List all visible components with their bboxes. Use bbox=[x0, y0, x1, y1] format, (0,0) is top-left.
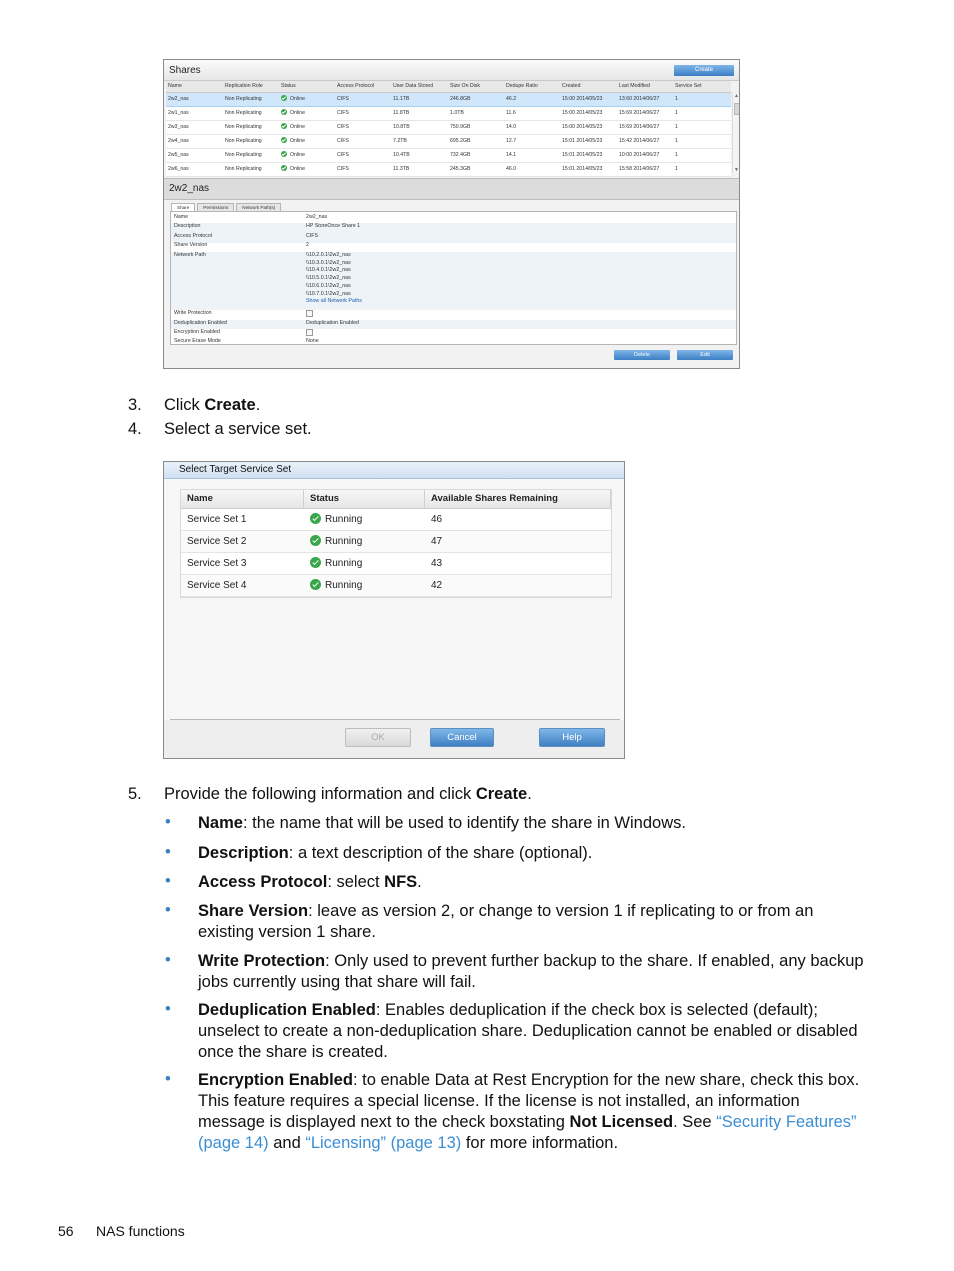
column-header[interactable]: Last Modified bbox=[619, 83, 650, 89]
table-cell: CIFS bbox=[337, 124, 349, 130]
show-all-paths-link[interactable]: Show all Network Paths bbox=[306, 298, 362, 305]
bullet-icon: • bbox=[165, 901, 171, 919]
table-cell: 47 bbox=[431, 536, 443, 547]
status-running-icon bbox=[310, 579, 321, 590]
table-cell: 43 bbox=[431, 558, 443, 569]
table-cell: Non Replicating bbox=[225, 138, 262, 144]
column-header-available[interactable]: Available Shares Remaining bbox=[425, 490, 611, 508]
table-cell: 46.2 bbox=[506, 96, 517, 102]
column-header-status[interactable]: Status bbox=[304, 490, 425, 508]
table-cell: Running bbox=[304, 553, 425, 574]
table-cell: Online bbox=[279, 107, 335, 120]
table-cell: 11.6 bbox=[506, 110, 516, 116]
column-header[interactable]: Status bbox=[281, 83, 296, 89]
shares-table-body bbox=[166, 93, 731, 177]
bullet-icon: • bbox=[165, 951, 171, 969]
service-set-table bbox=[180, 489, 612, 598]
scroll-down-icon[interactable]: ▼ bbox=[734, 167, 739, 173]
table-cell: 750.9GB bbox=[450, 124, 471, 130]
bullet-access-protocol: Access Protocol: select NFS. bbox=[198, 873, 422, 891]
shares-table-header bbox=[166, 81, 731, 93]
ok-button[interactable]: OK bbox=[345, 728, 411, 747]
bullet-name: Name: the name that will be used to identify the share in Windows. bbox=[198, 814, 686, 832]
table-cell: 46.0 bbox=[506, 166, 517, 172]
table-cell: Online bbox=[279, 163, 335, 176]
bullet-deduplication: Deduplication Enabled: Enables deduplication if the check box is selected (default); unselect to create a non-deduplication share. Deduplication cannot be enabled or disabled once the share is created. bbox=[198, 1001, 858, 1061]
column-header[interactable]: Replication Role bbox=[225, 83, 263, 89]
scroll-up-icon[interactable]: ▲ bbox=[734, 93, 739, 99]
table-row[interactable] bbox=[166, 163, 731, 177]
table-cell: Online bbox=[279, 93, 335, 106]
table-cell: Running bbox=[304, 575, 425, 596]
shares-table bbox=[166, 81, 731, 177]
table-cell: 695.2GB bbox=[450, 138, 471, 144]
table-row[interactable] bbox=[181, 509, 611, 531]
table-cell: 2w4_nas bbox=[168, 138, 189, 144]
table-cell: CIFS bbox=[337, 96, 349, 102]
column-header[interactable]: Access Protocol bbox=[337, 83, 375, 89]
column-header[interactable]: Dedupe Ratio bbox=[506, 83, 538, 89]
table-cell: 15:01 2014/05/23 bbox=[562, 166, 603, 172]
bullet-description: Description: a text description of the share (optional). bbox=[198, 844, 593, 862]
column-header[interactable]: User Data Stored bbox=[393, 83, 434, 89]
status-ok-icon bbox=[281, 137, 287, 143]
table-cell: 14.1 bbox=[506, 152, 517, 158]
column-header[interactable]: Service Set bbox=[675, 83, 702, 89]
table-cell: 2w3_nas bbox=[168, 124, 189, 130]
table-cell: 1.0TB bbox=[450, 110, 464, 116]
table-row[interactable] bbox=[166, 121, 731, 135]
table-cell: 245.3GB bbox=[450, 166, 471, 172]
tab-permissions[interactable]: Permissions bbox=[197, 203, 234, 212]
table-cell: CIFS bbox=[337, 166, 349, 172]
status-running-icon bbox=[310, 535, 321, 546]
table-cell: 1 bbox=[675, 110, 678, 116]
licensing-link[interactable]: “Licensing” (page 13) bbox=[305, 1134, 462, 1152]
table-cell: 1 bbox=[675, 166, 678, 172]
cancel-button[interactable]: Cancel bbox=[430, 728, 494, 747]
service-set-header bbox=[181, 490, 611, 509]
shares-header-bar bbox=[164, 60, 739, 81]
network-path-item: \\10.7.0.1\2w2_nas bbox=[306, 290, 351, 297]
status-ok-icon bbox=[281, 109, 287, 115]
detail-title: 2w2_nas bbox=[169, 183, 210, 194]
help-button[interactable]: Help bbox=[539, 728, 605, 747]
table-cell: Service Set 3 bbox=[187, 558, 247, 569]
table-cell: 10.4TB bbox=[393, 152, 410, 158]
table-cell: Online bbox=[279, 135, 335, 148]
share-properties: Name 2w2_nas Description HP StoreOnce Share 1 Access Protocol CIFS Share Version 2 Network Path \\10.2.0.1\2w2_nas \\10.3.0.1\2w2_nas \\10.4.0.1\2w2_nas \\10.5.0.1\2w2_nas \\10.6.0.1\2w2_nas \\10.7.0.1\2w2_nas Show all Network Paths Write Protection Deduplication Enabled Deduplication Enabled Encryption Enabled Secure Erase Mode None bbox=[170, 211, 737, 345]
status-running-icon bbox=[310, 557, 321, 568]
scroll-thumb[interactable] bbox=[734, 103, 740, 115]
network-path-item: \\10.5.0.1\2w2_nas bbox=[306, 275, 351, 282]
table-cell: 2w1_nas bbox=[168, 110, 189, 116]
table-cell: CIFS bbox=[337, 152, 349, 158]
status-ok-icon bbox=[281, 151, 287, 157]
page-number: 56 bbox=[58, 1223, 74, 1239]
tab-network-paths[interactable]: Network Path(s) bbox=[236, 203, 281, 212]
shares-title: Shares bbox=[169, 65, 201, 76]
table-cell: 15:01 2014/05/23 bbox=[562, 152, 603, 158]
table-cell: 732.4GB bbox=[450, 152, 471, 158]
edit-button[interactable]: Edit bbox=[677, 350, 733, 360]
table-cell: 15:00 2014/05/23 bbox=[562, 110, 603, 116]
table-cell: 2w2_nas bbox=[168, 96, 189, 102]
table-cell: 15:00 2014/05/23 bbox=[562, 96, 603, 102]
table-cell: 15:00 2014/05/23 bbox=[562, 124, 603, 130]
bullet-write-protection: Write Protection: Only used to prevent further backup to the share. If enabled, any backup jobs currently using that share will fail. bbox=[198, 952, 864, 991]
column-header-name[interactable]: Name bbox=[181, 490, 304, 508]
table-cell: Non Replicating bbox=[225, 152, 262, 158]
dialog-title-bar bbox=[164, 462, 624, 479]
column-header[interactable]: Created bbox=[562, 83, 581, 89]
table-cell: 1 bbox=[675, 124, 678, 130]
encryption-checkbox[interactable] bbox=[306, 329, 313, 336]
shares-scrollbar[interactable] bbox=[732, 93, 740, 173]
table-row[interactable] bbox=[166, 135, 731, 149]
network-path-item: \\10.2.0.1\2w2_nas bbox=[306, 252, 351, 258]
bullet-icon: • bbox=[165, 843, 171, 861]
network-path-item: \\10.6.0.1\2w2_nas bbox=[306, 282, 351, 289]
table-cell: 15:58 2014/06/27 bbox=[619, 166, 660, 172]
bullet-icon: • bbox=[165, 813, 171, 831]
table-cell: Non Replicating bbox=[225, 166, 262, 172]
table-row[interactable] bbox=[181, 575, 611, 597]
table-row[interactable] bbox=[181, 531, 611, 553]
table-row[interactable] bbox=[166, 107, 731, 121]
bullet-icon: • bbox=[165, 872, 171, 890]
security-features-link[interactable]: “Security Features” (page 14) bbox=[198, 1113, 857, 1152]
table-cell: Online bbox=[279, 149, 335, 162]
section-title: NAS functions bbox=[96, 1223, 185, 1239]
shares-screenshot bbox=[163, 59, 740, 369]
bullet-icon: • bbox=[165, 1000, 171, 1018]
bullet-icon: • bbox=[165, 1070, 171, 1088]
table-cell: 15:69 2014/06/27 bbox=[619, 124, 660, 130]
table-cell: CIFS bbox=[337, 138, 349, 144]
table-cell: 10.8TB bbox=[393, 124, 410, 130]
create-button[interactable]: Create bbox=[674, 65, 734, 76]
table-cell: 46 bbox=[431, 514, 443, 525]
table-cell: Non Replicating bbox=[225, 110, 262, 116]
write-protection-checkbox[interactable] bbox=[306, 310, 313, 317]
table-cell: 1 bbox=[675, 152, 678, 158]
table-cell: Service Set 2 bbox=[187, 536, 247, 547]
status-ok-icon bbox=[281, 123, 287, 129]
column-header[interactable]: Size On Disk bbox=[450, 83, 480, 89]
table-cell: 13:60 2014/06/27 bbox=[619, 96, 660, 102]
table-row[interactable] bbox=[166, 93, 731, 107]
dialog-title: Select Target Service Set bbox=[179, 464, 292, 475]
bullet-share-version: Share Version: leave as version 2, or change to version 1 if replicating to or from an existing version 1 share. bbox=[198, 902, 814, 941]
table-row[interactable] bbox=[181, 553, 611, 575]
table-cell: 14.0 bbox=[506, 124, 517, 130]
table-cell: Service Set 4 bbox=[187, 580, 247, 591]
table-cell: 11.8TB bbox=[393, 110, 410, 116]
network-path-item: \\10.4.0.1\2w2_nas bbox=[306, 267, 351, 274]
table-cell: 1 bbox=[675, 138, 678, 144]
table-cell: Online bbox=[279, 121, 335, 134]
table-cell: 11.3TB bbox=[393, 166, 410, 172]
status-running-icon bbox=[310, 513, 321, 524]
table-cell: 2w5_nas bbox=[168, 152, 189, 158]
network-path-item: \\10.3.0.1\2w2_nas bbox=[306, 259, 351, 266]
table-cell: 15:01 2014/05/23 bbox=[562, 138, 603, 144]
table-cell: 10:00 2014/06/27 bbox=[619, 152, 660, 158]
delete-button[interactable]: Delete bbox=[614, 350, 670, 360]
table-cell: 42 bbox=[431, 580, 443, 591]
table-cell: 12.7 bbox=[506, 138, 517, 144]
table-cell: 7.2TB bbox=[393, 138, 407, 144]
table-cell: Service Set 1 bbox=[187, 514, 247, 525]
table-cell: Running bbox=[304, 531, 425, 552]
table-cell: 11.1TB bbox=[393, 96, 410, 102]
table-row[interactable] bbox=[166, 149, 731, 163]
table-cell: 15:69 2014/06/27 bbox=[619, 110, 660, 116]
table-cell: 1 bbox=[675, 96, 678, 102]
table-cell: 2w6_nas bbox=[168, 166, 189, 172]
status-ok-icon bbox=[281, 165, 287, 171]
tab-share[interactable]: Share bbox=[171, 203, 195, 212]
table-cell: Running bbox=[304, 509, 425, 530]
table-cell: Non Replicating bbox=[225, 96, 262, 102]
service-set-body bbox=[181, 509, 611, 597]
detail-header-bar bbox=[164, 178, 739, 200]
bullet-encryption: Encryption Enabled: to enable Data at Rest Encryption for the new share, check this box. This feature requires a special license. If the license is not installed, an information message is displayed next to the check boxstating Not Licensed. See “Security Features” (page 14) and “Licensing” (page 13) for more information. bbox=[198, 1071, 860, 1152]
table-cell: 246.8GB bbox=[450, 96, 471, 102]
table-cell: 15:42 2014/06/27 bbox=[619, 138, 660, 144]
status-ok-icon bbox=[281, 95, 287, 101]
table-cell: CIFS bbox=[337, 110, 349, 116]
service-set-dialog bbox=[163, 461, 625, 759]
table-cell: Non Replicating bbox=[225, 124, 262, 130]
column-header[interactable]: Name bbox=[168, 83, 182, 89]
